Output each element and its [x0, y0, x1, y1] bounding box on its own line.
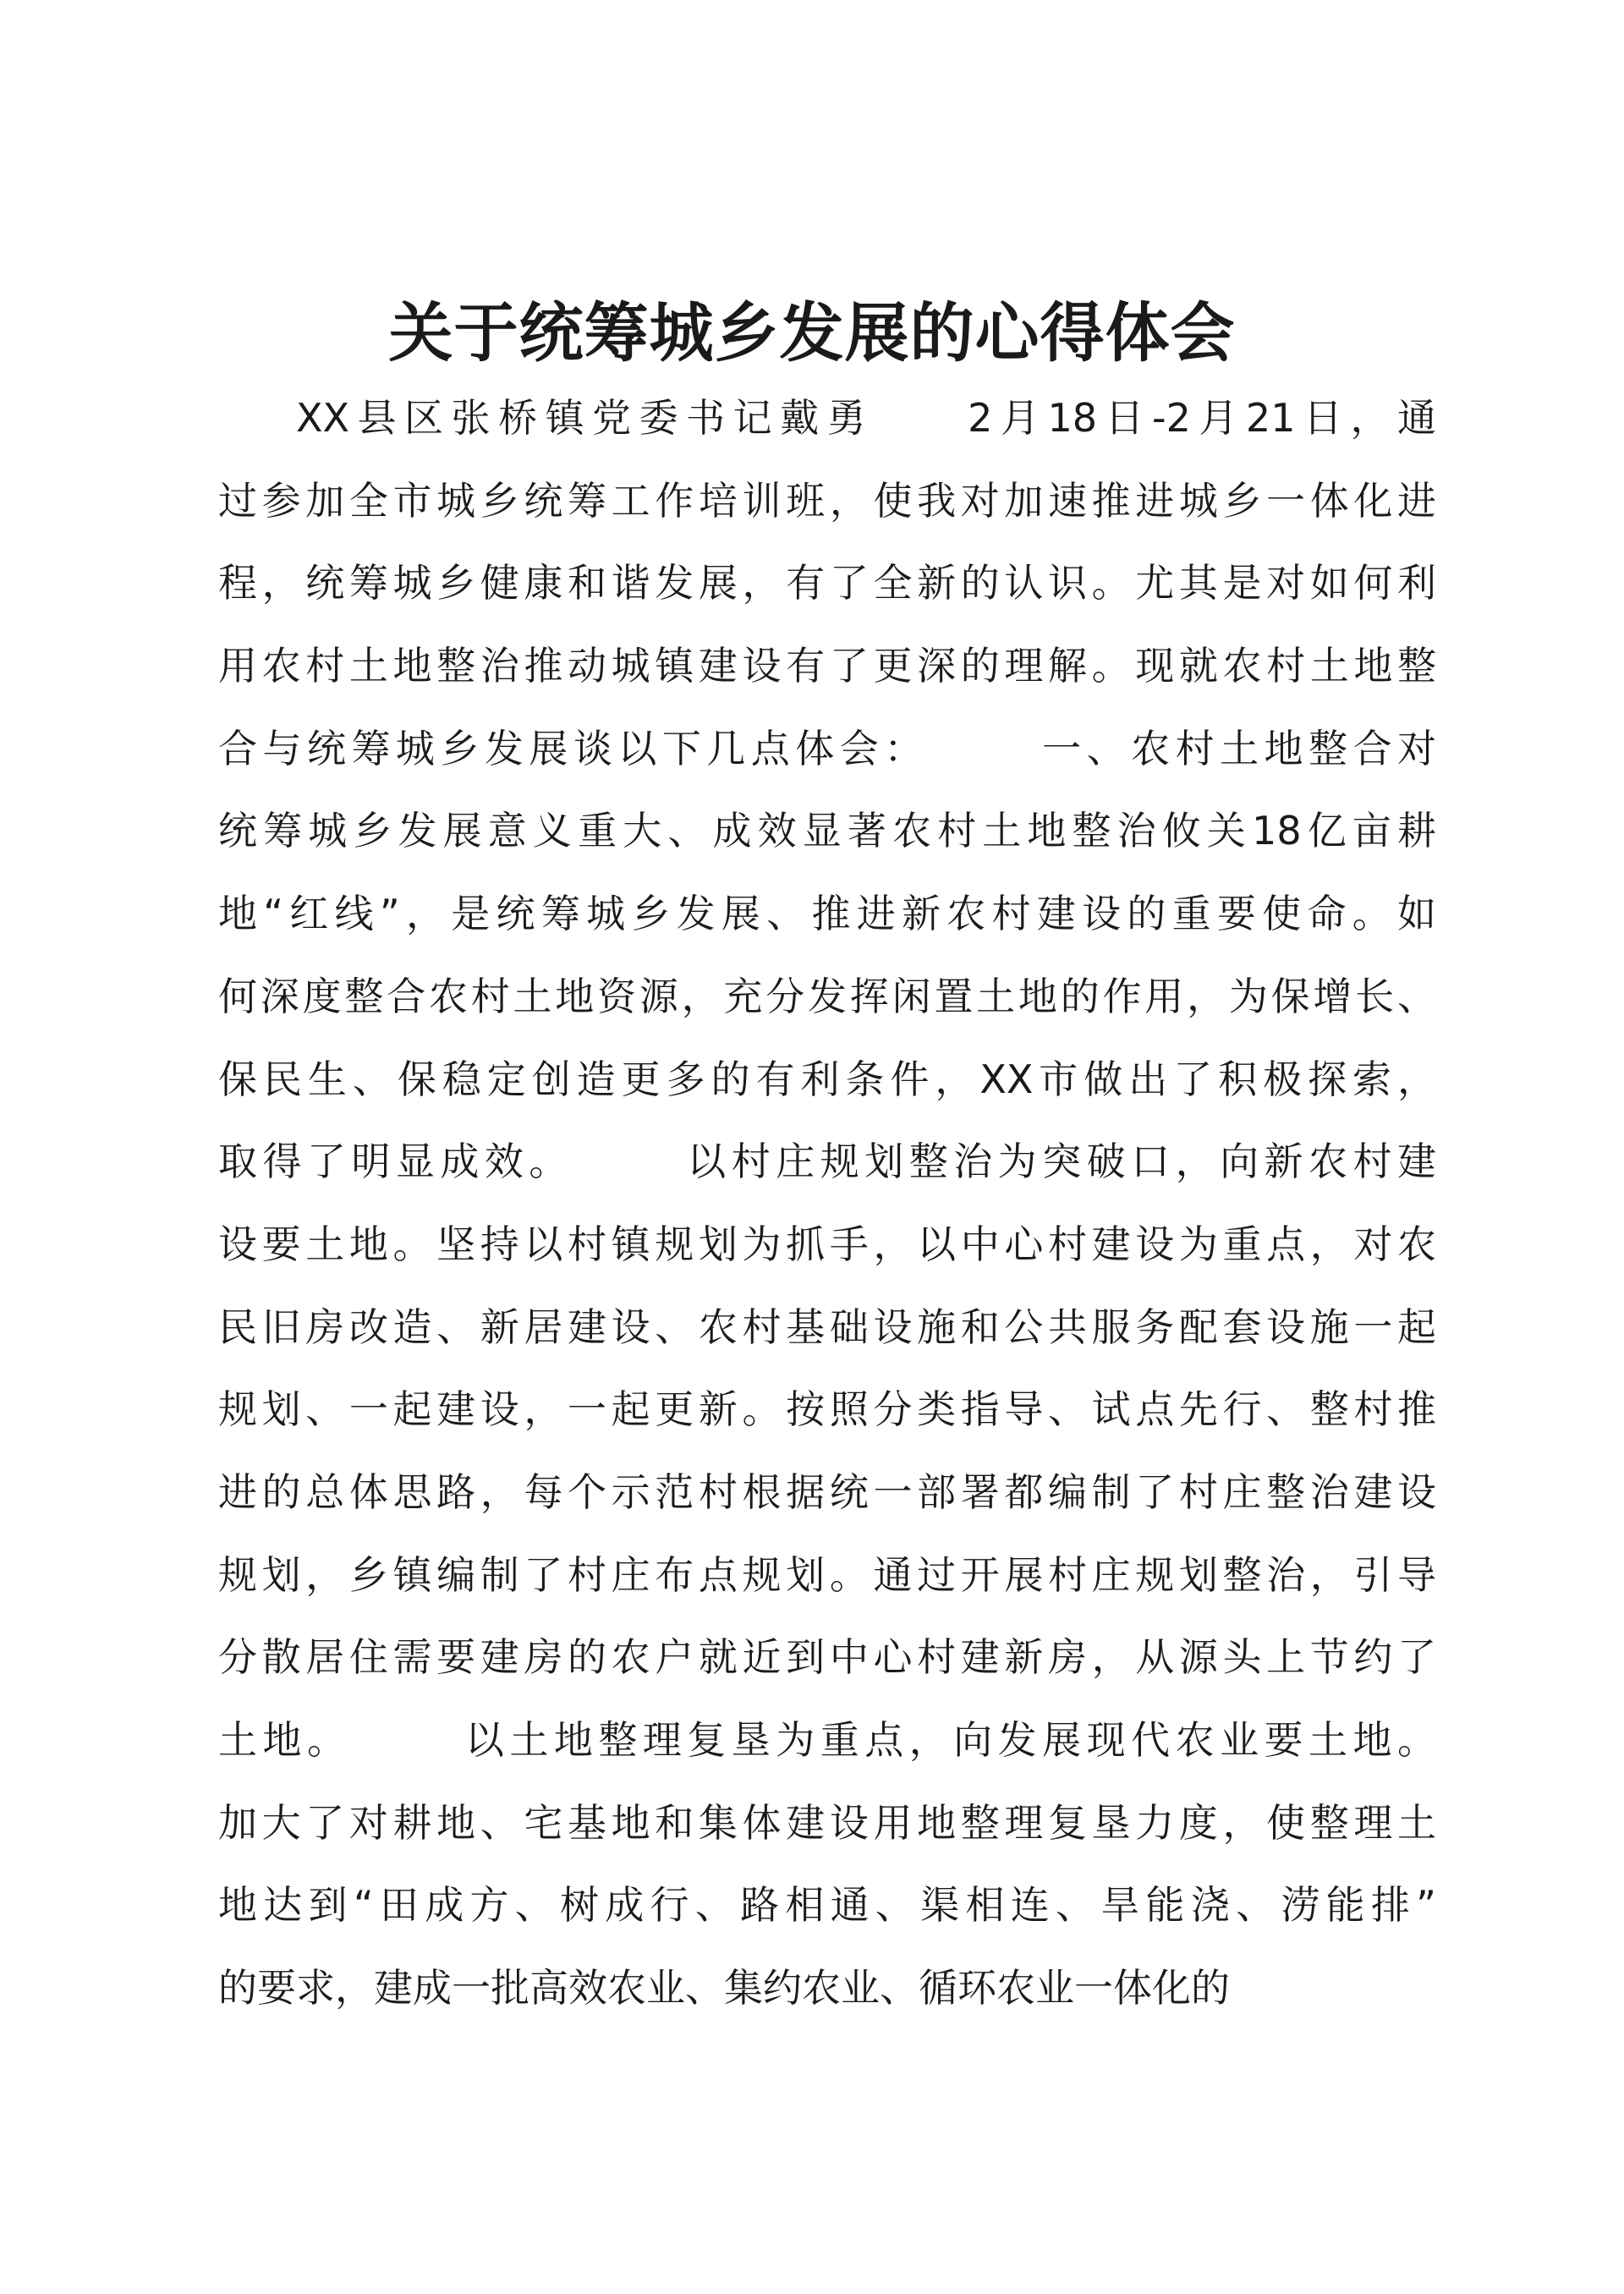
body-line-11: 设要土地。坚持以村镇规划为抓手，以中心村建设为重点，对农 [218, 1221, 1436, 1267]
body-line-17: 土地。 以土地整理复垦为重点，向发展现代农业要土地。 [218, 1717, 1436, 1763]
body-line-3: 程，统筹城乡健康和谐发展，有了全新的认识。尤其是对如何利 [218, 560, 1436, 606]
document-body [218, 377, 1436, 2030]
body-line-12: 民旧房改造、新居建设、农村基础设施和公共服务配套设施一起 [218, 1303, 1436, 1350]
body-line-4: 用农村土地整治推动城镇建设有了更深的理解。现就农村土地整 [218, 643, 1436, 689]
body-line-18: 加大了对耕地、宅基地和集体建设用地整理复垦力度，使整理土 [218, 1799, 1436, 1846]
body-line-14: 进的总体思路，每个示范村根据统一部署都编制了村庄整治建设 [218, 1468, 1436, 1515]
body-line-1: XX县区张桥镇党委书记戴勇 2月18日-2月21日，通 [296, 395, 1436, 441]
body-line-2: 过参加全市城乡统筹工作培训班，使我对加速推进城乡一体化进 [218, 477, 1436, 524]
body-line-16: 分散居住需要建房的农户就近到中心村建新房，从源头上节约了 [218, 1634, 1436, 1681]
body-line-10: 取得了明显成效。 以村庄规划整治为突破口，向新农村建 [218, 1139, 1436, 1185]
body-line-6: 统筹城乡发展意义重大、成效显著农村土地整治攸关18亿亩耕 [218, 808, 1436, 854]
body-line-20: 的要求，建成一批高效农业、集约农业、循环农业一体化的 [218, 1965, 1230, 2011]
body-line-8: 何深度整合农村土地资源，充分发挥闲置土地的作用，为保增长、 [218, 973, 1436, 1019]
document-title: 关于统筹城乡发展的心得体会 [388, 295, 1236, 370]
body-line-7: 地“红线”，是统筹城乡发展、推进新农村建设的重要使命。如 [218, 891, 1436, 937]
body-line-9: 保民生、保稳定创造更多的有利条件，XX市做出了积极探索， [218, 1056, 1436, 1102]
body-line-13: 规划、一起建设，一起更新。按照分类指导、试点先行、整村推 [218, 1386, 1436, 1433]
body-line-15: 规划，乡镇编制了村庄布点规划。通过开展村庄规划整治，引导 [218, 1551, 1436, 1598]
body-line-5: 合与统筹城乡发展谈以下几点体会： 一、农村土地整合对 [218, 725, 1436, 771]
body-line-19: 地达到“田成方、树成行、路相通、渠相连、旱能浇、涝能排” [218, 1882, 1436, 1929]
